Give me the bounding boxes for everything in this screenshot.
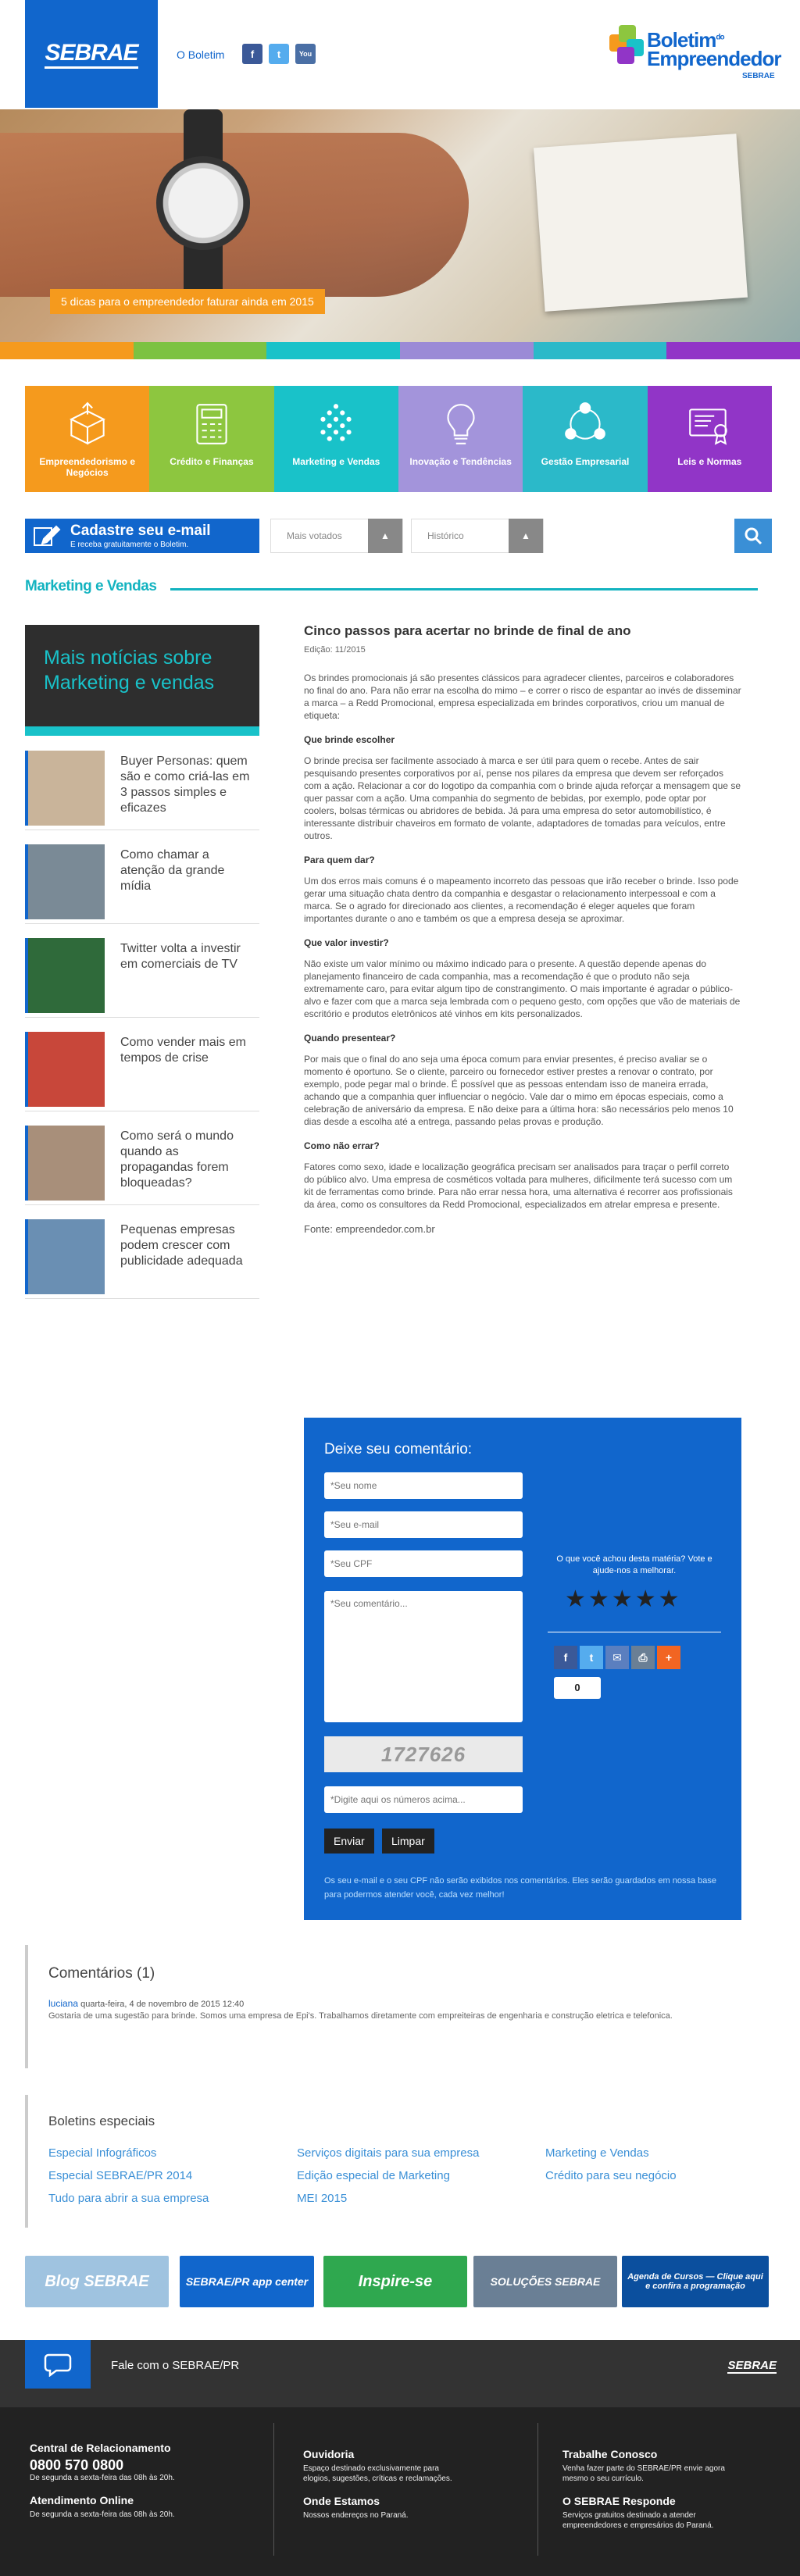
article <box>304 623 741 1235</box>
comment-author[interactable]: luciana <box>48 1998 79 2009</box>
sidebar-news-item[interactable]: Como será o mundo quando as propagandas forem bloqueadas? <box>25 1121 259 1205</box>
calculator-icon <box>188 400 236 448</box>
category-credito[interactable]: Crédito e Finanças <box>149 386 273 492</box>
sidebar-news-item[interactable]: Twitter volta a investir em comerciais de TV <box>25 933 259 1018</box>
brand-line2: Empreendedor <box>647 47 781 70</box>
comment-textarea[interactable] <box>324 1591 523 1722</box>
fale-sebrae-link[interactable]: Fale com o SEBRAE/PR <box>111 2359 240 2372</box>
banner-solucoes[interactable]: SOLUÇÕES SEBRAE <box>473 2256 617 2307</box>
boletim-empreendedor-logo[interactable] <box>609 23 781 86</box>
hero-bar <box>0 342 134 359</box>
newsletter-signup-button[interactable]: Cadastre seu e-mail E receba gratuitamente o Boletim. <box>25 519 259 553</box>
star-icon[interactable]: ★ <box>611 1586 633 1612</box>
article-subheading: Para quem dar? <box>304 855 375 865</box>
site-header <box>0 0 800 109</box>
hero-notebook-image <box>534 134 748 312</box>
footer-phone[interactable]: 0800 570 0800 <box>30 2457 124 2473</box>
dots-icon <box>312 400 360 448</box>
send-button[interactable]: Enviar <box>324 1829 374 1854</box>
cpf-input[interactable] <box>324 1550 523 1577</box>
star-icon[interactable]: ★ <box>634 1586 656 1612</box>
article-subheading: Que brinde escolher <box>304 734 395 745</box>
sidebar-news-item[interactable]: Como chamar a atenção da grande mídia <box>25 840 259 924</box>
category-inovacao[interactable]: Inovação e Tendências <box>398 386 523 492</box>
network-icon <box>561 400 609 448</box>
article-subheading: Como não errar? <box>304 1140 380 1151</box>
nav-o-boletim[interactable]: O Boletim <box>177 48 225 61</box>
name-input[interactable] <box>324 1472 523 1499</box>
news-thumbnail <box>25 751 105 826</box>
special-editions-title: Boletins especiais <box>48 2114 155 2128</box>
hero-bar <box>534 342 667 359</box>
share-count: 0 <box>554 1677 601 1699</box>
hero-color-bars <box>0 342 800 359</box>
special-link[interactable]: MEI 2015 <box>297 2192 348 2205</box>
chevron-updown-icon: ▲ <box>368 519 402 553</box>
banner-inspire-se[interactable]: Inspire-se <box>323 2256 467 2307</box>
article-paragraph: Por mais que o final do ano seja uma época comum para enviar presentes, é preciso avaliar se o momento é oportuno. Se o cliente, parceiro ou fornecedor estiver prestes a renovar o contrato, por exemplo, pode pegar mal o brinde. É possível que as pessoas entendam isso de maneira errada, achando que a companhia quer influenciar o negócio. Vale dar o mimo em épocas especiais, como a celebração de aniversário da empresa. E não deixe para a última hora: são necessários pelo menos 10 dias desde a escolha até a entrega, passando pelas provas e produção. <box>304 1054 734 1127</box>
article-paragraph: Fatores como sexo, idade e localização geográfica precisam ser analisados para traçar o perfil correto do público alvo. Uma empresa de cosméticos voltada para mulheres, dificilmente terá sucesso com um kit de ferramentas como brinde. Para não errar nessa hora, uma alternativa é recorrer aos profissionais da área, como os consultores da Redd Promocional, especializados em atrelar empresa e presente. <box>304 1161 733 1210</box>
hero-bar <box>134 342 267 359</box>
star-icon[interactable]: ★ <box>658 1586 680 1612</box>
hero-bar <box>266 342 400 359</box>
hero-bar <box>666 342 800 359</box>
comments-title: Comentários (1) <box>48 1965 155 1982</box>
search-icon <box>744 526 762 545</box>
email-input[interactable] <box>324 1511 523 1538</box>
article-paragraph: O brinde precisa ser facilmente associado à marca e ser útil para quem o recebe. Antes de sair pesquisando presentes corporativos por aí, pense nos pilares da empresa que devem ser reforçados com a ação. Relacionar a cor do logotipo da companhia com o brinde ajuda reforçar a mensagem que se quer passar com a ação. Uma companhia do segmento de bebidas, por exemplo, pode optar por coolers, bolsas térmicas ou abridores de bebida. Já para uma empresa do setor automobilístico, é interessante distribuir chaveiros em formato de volante, adaptadores de tomadas para veículos, entre outros. <box>304 755 741 841</box>
search-button[interactable] <box>734 519 772 553</box>
sebrae-logo[interactable]: SEBRAE <box>25 0 158 108</box>
email-share-icon[interactable]: ✉ <box>605 1646 629 1669</box>
article-edition: Edição: 11/2015 <box>304 645 366 655</box>
banner-app-center[interactable]: SEBRAE/PR app center <box>180 2256 314 2307</box>
brand-square-purple-icon <box>617 47 634 64</box>
comment-form-title: Deixe seu comentário: <box>324 1441 473 1457</box>
special-editions <box>25 2095 775 2228</box>
comment-form <box>304 1418 741 1920</box>
special-link[interactable]: Tudo para abrir a sua empresa <box>48 2192 209 2205</box>
footer-heading[interactable]: Central de Relacionamento <box>30 2442 171 2454</box>
footer-col-relacionamento: Central de Relacionamento 0800 570 0800 De segunda a sexta-feira das 08h às 20h. Atendimento Online De segunda a sexta-feira das 08h às 20h. <box>30 2442 264 2531</box>
facebook-icon[interactable]: f <box>242 44 262 64</box>
toolbar <box>25 516 772 555</box>
brand-sub: SEBRAE <box>742 72 775 80</box>
sidebar-accent <box>25 726 259 736</box>
facebook-share-icon[interactable]: f <box>554 1646 577 1669</box>
share-buttons <box>554 1646 680 1669</box>
news-thumbnail <box>25 1126 105 1201</box>
hero-bar <box>400 342 534 359</box>
banner-blog[interactable]: Blog SEBRAE <box>25 2256 169 2307</box>
footer-contact-bar <box>0 2340 800 2407</box>
print-icon[interactable]: ⎙ <box>631 1646 655 1669</box>
clear-button[interactable]: Limpar <box>382 1829 434 1854</box>
rating-stars[interactable] <box>565 1588 680 1611</box>
captcha-input[interactable] <box>324 1786 523 1813</box>
more-share-icon[interactable]: + <box>657 1646 680 1669</box>
footer-divider <box>273 2423 274 2556</box>
special-link[interactable]: Serviços digitais para sua empresa <box>297 2146 480 2160</box>
special-link[interactable]: Edição especial de Marketing <box>297 2169 450 2182</box>
footer-logo: SEBRAE <box>727 2359 777 2372</box>
footer-col-trabalhe: Trabalhe Conosco Venha fazer parte do SEBRAE/PR envie agora mesmo o seu currículo. O SEBRAE Responde Serviços gratuitos destinado a atender empreendedores e empresários do Paraná. <box>562 2448 734 2542</box>
twitter-icon[interactable]: t <box>269 44 289 64</box>
sidebar-news-item[interactable]: Buyer Personas: quem são e como criá-las em 3 passos simples e eficazes <box>25 746 259 830</box>
watch-icon <box>156 156 250 250</box>
special-link[interactable]: Crédito para seu negócio <box>545 2169 677 2182</box>
news-thumbnail <box>25 938 105 1013</box>
comment-date: quarta-feira, 4 de novembro de 2015 12:40 <box>80 2000 245 2009</box>
footer-heading[interactable]: Trabalhe Conosco <box>562 2448 658 2460</box>
chat-button[interactable] <box>25 2340 91 2389</box>
section-title: Marketing e Vendas <box>25 578 157 594</box>
chat-icon <box>44 2352 72 2377</box>
footer-heading[interactable]: Atendimento Online <box>30 2494 134 2506</box>
comment-meta <box>48 1998 244 2009</box>
category-leis[interactable]: Leis e Normas <box>648 386 772 492</box>
footer-heading[interactable]: Onde Estamos <box>303 2495 380 2507</box>
twitter-share-icon[interactable]: t <box>580 1646 603 1669</box>
category-marketing[interactable]: Marketing e Vendas <box>274 386 398 492</box>
article-intro: Os brindes promocionais já são presentes clássicos para agradecer clientes, parceiros e colaboradores no final do ano. Para não errar na escolha do mimo – e correr o risco de espantar ao invés de disseminar a marca – a Redd Promocional, empresa especializada em brindes corporativos, criou um manual de etiqueta: <box>304 673 741 721</box>
category-empreendedorismo[interactable]: Empreendedorismo e Negócios <box>25 386 149 492</box>
hero-banner[interactable] <box>0 109 800 359</box>
star-icon[interactable]: ★ <box>588 1586 609 1612</box>
hero-caption[interactable]: 5 dicas para o empreendedor faturar ainda em 2015 <box>50 289 325 314</box>
sort-select[interactable]: Mais votados ▲ <box>270 519 403 553</box>
bulb-icon <box>437 400 485 448</box>
youtube-icon[interactable]: You <box>295 44 316 64</box>
rating-question: O que você achou desta matéria? Vote e ajude-nos a melhorar. <box>556 1554 712 1575</box>
article-title: Cinco passos para acertar no brinde de final de ano <box>304 623 631 638</box>
footer-links <box>0 2407 800 2576</box>
article-subheading: Que valor investir? <box>304 937 389 948</box>
special-link[interactable]: Especial Infográficos <box>48 2146 157 2160</box>
news-thumbnail <box>25 1219 105 1294</box>
privacy-note: Os seu e-mail e o seu CPF não serão exibidos nos comentários. Eles serão guardados em nossa base para podermos atender você, cada vez melhor! <box>324 1876 716 1900</box>
sidebar-news-item[interactable]: Pequenas empresas podem crescer com publicidade adequada <box>25 1215 259 1299</box>
special-link[interactable]: Especial SEBRAE/PR 2014 <box>48 2169 193 2182</box>
article-paragraph: Não existe um valor mínimo ou máximo indicado para o presente. A questão depende apenas do planejamento financeiro de cada companhia, mas a recomendação é que o produto não seja extremamente caro, para evitar algum tipo de constrangimento. O mais importante é agradar o público-alvo e fazer com que a marca seja lembrada com o pequeno gesto, com opções que vão de materiais de escritório e produtos eletrônicos até vinhos em kits personalizados. <box>304 958 741 1019</box>
comments-section <box>25 1945 775 2068</box>
sidebar-news-item[interactable]: Como vender mais em tempos de crise <box>25 1027 259 1111</box>
article-subheading: Quando presentear? <box>304 1033 396 1044</box>
footer-heading[interactable]: O SEBRAE Responde <box>562 2495 676 2507</box>
box-icon <box>63 400 112 448</box>
chevron-updown-icon: ▲ <box>509 519 543 553</box>
footer-col-ouvidoria: Ouvidoria Espaço destinado exclusivamente para elogios, sugestões, críticas e reclamações. Onde Estamos Nossos endereços no Paraná. <box>303 2448 459 2531</box>
captcha-image: 1727626 <box>324 1736 523 1772</box>
article-paragraph: Um dos erros mais comuns é o mapeamento incorreto das pessoas que irão receber o brinde. Isso pode gerar uma situação chata dentro da companhia e desgastar o relacionamento interpessoal e com a marca. Se o agrado for direcionado aos clientes, a recomendação é eleger aqueles que foram importantes durante o ano e também os que a empresa deseja se aproximar. <box>304 876 739 924</box>
banner-agenda-cursos[interactable]: Agenda de Cursos — Clique aqui e confira a programação <box>622 2256 769 2307</box>
comment-text: Gostaria de uma sugestão para brinde. Somos uma empresa de Epi's. Trabalhamos diretamente com empreiteiras de engenharia e construção eletrica e telefonica. <box>48 2011 673 2021</box>
article-source: Fonte: empreendedor.com.br <box>304 1223 435 1235</box>
brand-line1: Boletim$^{do}$ <box>647 28 724 52</box>
category-nav <box>25 386 772 492</box>
edit-icon <box>33 523 61 548</box>
star-icon[interactable]: ★ <box>565 1586 586 1612</box>
certificate-icon <box>685 400 734 448</box>
news-thumbnail <box>25 1032 105 1107</box>
footer-heading[interactable]: Ouvidoria <box>303 2448 355 2460</box>
category-gestao[interactable]: Gestão Empresarial <box>523 386 647 492</box>
history-select[interactable]: Histórico ▲ <box>411 519 544 553</box>
section-divider <box>170 588 758 590</box>
news-thumbnail <box>25 844 105 919</box>
special-link[interactable]: Marketing e Vendas <box>545 2146 649 2160</box>
sidebar-heading: Mais notícias sobre Marketing e vendas <box>25 625 259 736</box>
